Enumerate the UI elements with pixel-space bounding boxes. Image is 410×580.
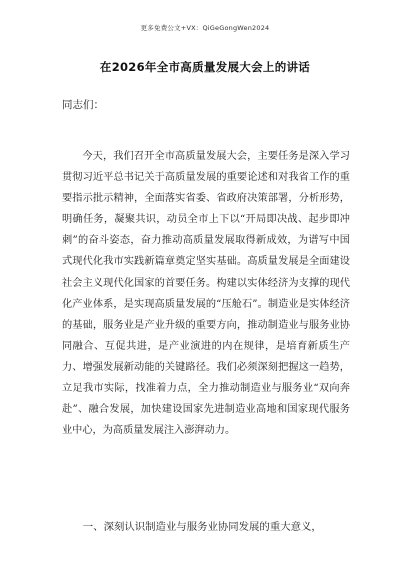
document-title: 在2026年全市高质量发展大会上的讲话 [99,60,311,74]
section-heading: 一、深刻认识制造业与服务业协同发展的重大意义， [82,521,322,533]
header-note: 更多免费公文+VX：QiGeGongWen2024 [140,24,270,32]
salutation: 同志们： [62,99,104,111]
body-paragraph: 今天，我们召开全市高质量发展大会，主要任务是深入学习贯彻习近平总书记关于高质量发展的重要论述和对我省工作的重要指示批示精神，全面落实省委、省政府决策部署，分析形势，明确任务，凝聚共识，动员全市上下以“开局即决战、起步即冲刺”的奋斗姿态，奋力推动高质量发展取得新成效，为谱写中国式现代化我市实践新篇章奠定坚实基础。高质量发展是全面建设社会主义现代化国家的首要任务。构建以实体经济为支撑的现代化产业体系，是实现高质量发展的“压舱石”。制造业是实体经济的基础，服务业是产业升级的重要方向，推动制造业与服务业协同融合、互促共进，是产业演进的内在规律，是培育新质生产力、增强发展新动能的关键路径。我们必须深刻把握这一趋势，立足我市实际，找准着力点，全力推动制造业与服务业“双向奔赴”、融合发展，加快建设国家先进制造业高地和国家现代服务业中心，为高质量发展注入澎湃动力。 [62,151,350,437]
